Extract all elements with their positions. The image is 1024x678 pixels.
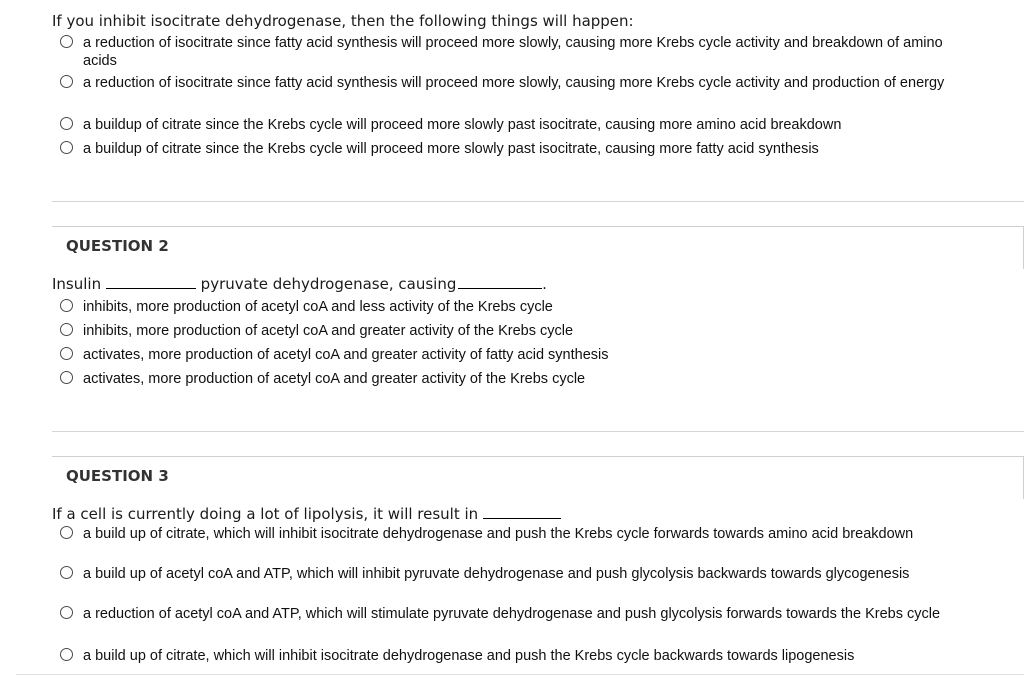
q1-option-3-text: a buildup of citrate since the Krebs cycle will proceed more slowly past isocitrate, causing more amino acid breakdown (83, 117, 842, 133)
radio-button[interactable] (60, 299, 73, 312)
q3-option-3-text: a reduction of acetyl coA and ATP, which will stimulate pyruvate dehydrogenase and push glycolysis forwards towards the Krebs cycle (83, 606, 941, 622)
q3-option-1[interactable] (60, 525, 970, 543)
q2-prompt-mid: pyruvate dehydrogenase, causing (200, 275, 457, 293)
radio-button[interactable] (60, 606, 73, 619)
q2-prompt (52, 275, 547, 293)
answer-blank (483, 506, 561, 519)
q2-option-3[interactable] (60, 346, 970, 364)
q1-prompt: If you inhibit isocitrate dehydrogenase, then the following things will happen: (52, 12, 634, 30)
q1-option-3[interactable] (60, 116, 970, 134)
q2-option-2-text: inhibits, more production of acetyl coA and greater activity of the Krebs cycle (83, 323, 574, 339)
radio-button[interactable] (60, 371, 73, 384)
q3-option-2-text: a build up of acetyl coA and ATP, which will inhibit pyruvate dehydrogenase and push glycolysis backwards towards glycogenesis (83, 566, 910, 582)
divider (52, 431, 1024, 432)
answer-blank (458, 276, 542, 289)
divider (52, 201, 1024, 202)
q2-option-4-text: activates, more production of acetyl coA and greater activity of the Krebs cycle (83, 371, 586, 387)
q2-option-2[interactable] (60, 322, 970, 340)
radio-button[interactable] (60, 141, 73, 154)
q3-option-1-text: a build up of citrate, which will inhibit isocitrate dehydrogenase and push the Krebs cycle forwards towards amino acid breakdown (83, 526, 914, 542)
radio-button[interactable] (60, 35, 73, 48)
q3-option-4-text: a build up of citrate, which will inhibit isocitrate dehydrogenase and push the Krebs cycle backwards towards lipogenesis (83, 648, 855, 664)
question-3-header (52, 456, 1024, 499)
q1-option-2[interactable] (60, 74, 970, 92)
q2-prompt-start: Insulin (52, 275, 102, 293)
q2-option-4[interactable] (60, 370, 970, 388)
q1-option-1[interactable] (60, 34, 970, 70)
q3-prompt (52, 505, 561, 523)
q2-prompt-end: . (542, 275, 547, 293)
radio-button[interactable] (60, 347, 73, 360)
question-2-header (52, 226, 1024, 269)
q2-option-1[interactable] (60, 298, 970, 316)
answer-blank (106, 276, 196, 289)
radio-button[interactable] (60, 526, 73, 539)
q1-option-4[interactable] (60, 140, 970, 158)
q3-prompt-text: If a cell is currently doing a lot of lipolysis, it will result in (52, 505, 479, 523)
question-3-title: QUESTION 3 (66, 467, 169, 485)
divider (16, 674, 1024, 675)
radio-button[interactable] (60, 117, 73, 130)
q1-option-1-text: a reduction of isocitrate since fatty acid synthesis will proceed more slowly, causing more Krebs cycle activity and breakdown of amino acids (83, 35, 943, 69)
q1-option-2-text: a reduction of isocitrate since fatty acid synthesis will proceed more slowly, causing more Krebs cycle activity and production of energy (83, 75, 945, 91)
radio-button[interactable] (60, 566, 73, 579)
question-2-title: QUESTION 2 (66, 237, 169, 255)
radio-button[interactable] (60, 75, 73, 88)
q3-option-4[interactable] (60, 647, 970, 665)
q1-option-4-text: a buildup of citrate since the Krebs cycle will proceed more slowly past isocitrate, causing more fatty acid synthesis (83, 141, 819, 157)
radio-button[interactable] (60, 648, 73, 661)
q2-option-3-text: activates, more production of acetyl coA and greater activity of fatty acid synthesis (83, 347, 609, 363)
q3-option-3[interactable] (60, 605, 970, 623)
q3-option-2[interactable] (60, 565, 970, 583)
radio-button[interactable] (60, 323, 73, 336)
q2-option-1-text: inhibits, more production of acetyl coA and less activity of the Krebs cycle (83, 299, 553, 315)
